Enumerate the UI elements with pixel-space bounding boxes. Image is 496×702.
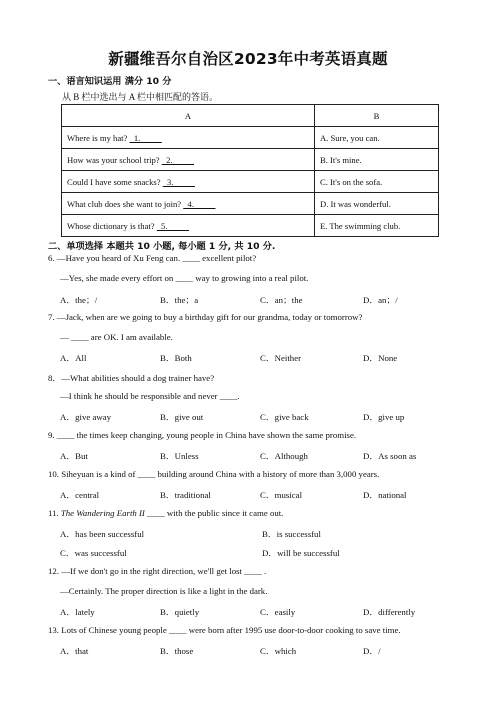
option-a[interactable]: A．lately <box>60 607 95 617</box>
section-1-instruction: 从 B 栏中选出与 A 栏中相匹配的答语。 <box>62 92 219 102</box>
option-b[interactable]: B．is successful <box>262 529 321 539</box>
question-8-line1: 8．—What abilities should a dog trainer have? <box>48 373 215 383</box>
question-13-line1: 13. Lots of Chinese young people ____ were born after 1995 use door-to-door cooking to save time. <box>48 625 401 635</box>
column-b-header: B <box>315 105 439 127</box>
option-d[interactable]: D．None <box>363 353 398 363</box>
question-8-line2: —I think he should be responsible and never ____. <box>60 391 240 401</box>
question-a-text: How was your school trip? <box>67 154 162 165</box>
answer-b-text: E. The swimming club. <box>315 215 439 237</box>
question-13-options <box>60 644 460 656</box>
question-12-options <box>60 605 460 617</box>
question-a-text: What club does she want to join? <box>67 198 184 209</box>
section-1-heading: 一、语言知识运用 满分 10 分 <box>48 76 172 87</box>
option-d[interactable]: D．As soon as <box>363 451 417 461</box>
option-b[interactable]: B．Both <box>160 353 192 363</box>
table-row <box>62 149 439 171</box>
answer-blank[interactable]: 1. <box>129 132 162 143</box>
question-11-line1 <box>48 508 283 518</box>
option-a[interactable]: A．But <box>60 451 88 461</box>
question-11-options-row2 <box>60 546 460 558</box>
option-b[interactable]: B．quietly <box>160 607 200 617</box>
option-c[interactable]: C．which <box>260 646 297 656</box>
option-b[interactable]: B．those <box>160 646 194 656</box>
question-6-options <box>60 293 460 305</box>
option-d[interactable]: D．national <box>363 490 407 500</box>
column-a-header: A <box>62 105 315 127</box>
option-c[interactable]: C．Although <box>260 451 308 461</box>
option-a[interactable]: A．has been successful <box>60 529 145 539</box>
table-row <box>62 193 439 215</box>
option-b[interactable]: B．the；a <box>160 295 199 305</box>
option-c[interactable]: C．musical <box>260 490 303 500</box>
question-11-options-row1 <box>60 527 460 539</box>
question-6-line2: —Yes, she made every effort on ____ way to growing into a real pilot. <box>60 273 309 283</box>
option-c[interactable]: C．easily <box>260 607 296 617</box>
option-a[interactable]: A．that <box>60 646 89 656</box>
question-8-options <box>60 410 460 422</box>
film-title: The Wandering Earth II <box>60 508 145 518</box>
section-2-heading: 二、单项选择 本题共 10 小题, 每小题 1 分, 共 10 分. <box>48 241 276 252</box>
option-a[interactable]: A．central <box>60 490 100 500</box>
option-c[interactable]: C．Neither <box>260 353 302 363</box>
table-row <box>62 171 439 193</box>
option-d[interactable]: D．differently <box>363 607 416 617</box>
option-d[interactable]: D．/ <box>363 646 381 656</box>
question-6-line1: 6. —Have you heard of Xu Feng can. ____ excellent pilot? <box>48 253 257 263</box>
answer-b-text: D. It was wonderful. <box>315 193 439 215</box>
option-c[interactable]: C．was successful <box>60 548 127 558</box>
answer-blank[interactable]: 3. <box>162 176 195 187</box>
question-a-text: Whose dictionary is that? <box>67 220 157 231</box>
question-7-options <box>60 351 460 363</box>
answer-blank[interactable]: 5. <box>156 220 189 231</box>
option-d[interactable]: D．an；/ <box>363 295 398 305</box>
answer-b-text: C. It's on the sofa. <box>315 171 439 193</box>
option-a[interactable]: A．All <box>60 353 87 363</box>
option-d[interactable]: D．will be successful <box>262 548 340 558</box>
answer-blank[interactable]: 2. <box>161 154 194 165</box>
question-9-options <box>60 449 460 461</box>
option-a[interactable]: A．give away <box>60 412 112 422</box>
option-c[interactable]: C．give back <box>260 412 309 422</box>
option-b[interactable]: B．traditional <box>160 490 211 500</box>
question-text: ____ with the public since it came out. <box>144 508 284 518</box>
option-b[interactable]: B．Unless <box>160 451 199 461</box>
option-a[interactable]: A．the；/ <box>60 295 98 305</box>
answer-b-text: A. Sure, you can. <box>315 127 439 149</box>
question-9-line1: 9. ____ the times keep changing, young people in China have shown the same promise. <box>48 430 357 440</box>
answer-blank[interactable]: 4. <box>183 198 216 209</box>
question-number: 11. <box>48 508 61 518</box>
question-a-text: Where is my hat? <box>67 132 130 143</box>
table-row <box>62 127 439 149</box>
question-12-line2: —Certainly. The proper direction is like a light in the dark. <box>60 586 268 596</box>
question-7-line2: — ____ are OK. I am available. <box>60 332 173 342</box>
option-b[interactable]: B．give out <box>160 412 204 422</box>
table-row <box>62 215 439 237</box>
question-a-text: Could I have some snacks? <box>67 176 163 187</box>
option-d[interactable]: D．give up <box>363 412 405 422</box>
question-7-line1: 7. —Jack, when are we going to buy a birthday gift for our grandma, today or tomorrow? <box>48 312 363 322</box>
question-10-options <box>60 488 460 500</box>
option-c[interactable]: C．an；the <box>260 295 303 305</box>
page-title: 新疆维吾尔自治区2023年中考英语真题 <box>108 50 388 68</box>
answer-b-text: B. It's mine. <box>315 149 439 171</box>
question-10-line1: 10. Siheyuan is a kind of ____ building around China with a history of more than 3,000 years. <box>48 469 380 479</box>
matching-table <box>61 104 439 237</box>
question-12-line1: 12. —If we don't go in the right direction, we'll get lost ____ . <box>48 566 267 576</box>
